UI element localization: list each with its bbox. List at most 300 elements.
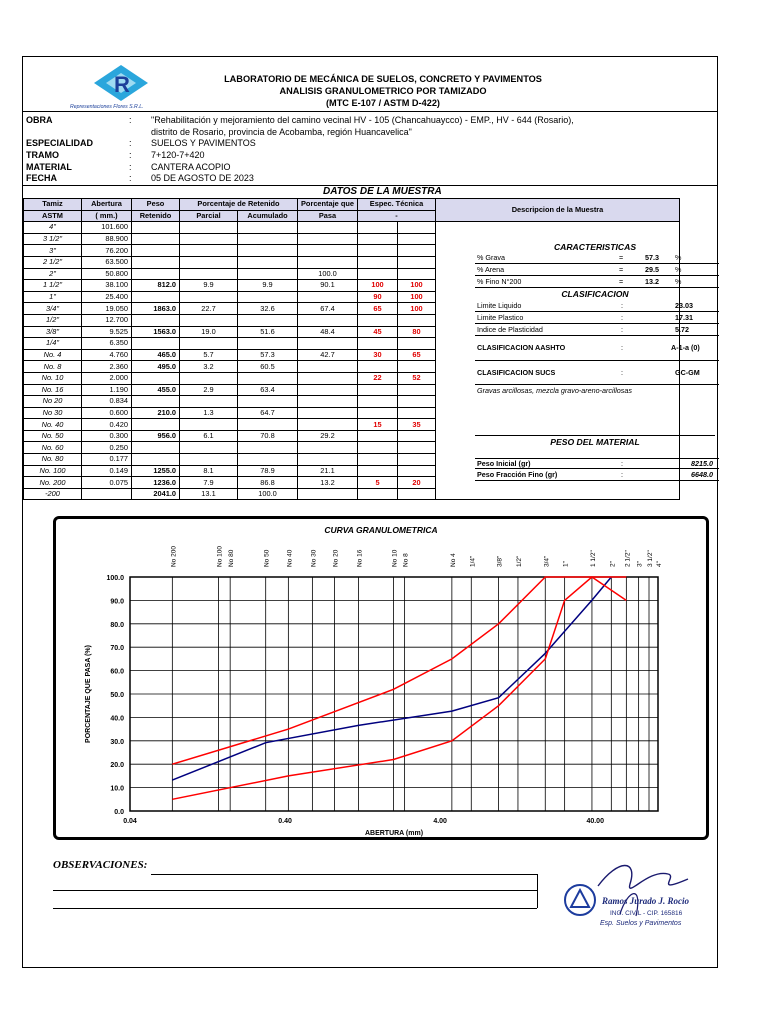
cell-emin: 45 <box>358 326 398 338</box>
cell-acumulado <box>238 256 298 268</box>
cell-pasa <box>298 338 358 350</box>
cell-abertura: 12.700 <box>82 314 132 326</box>
cell-peso <box>132 442 180 454</box>
cell-tamiz: 2 1/2" <box>24 256 82 268</box>
x-axis-label: ABERTURA (mm) <box>364 830 424 837</box>
cell-parcial: 8.1 <box>180 465 238 477</box>
engineer-signature-stamp <box>558 854 718 954</box>
cell-pasa <box>298 454 358 466</box>
cell-tamiz: No. 50 <box>24 430 82 442</box>
aashto-row <box>475 337 719 361</box>
colon: : <box>621 459 623 468</box>
cell-abertura: 25.400 <box>82 291 132 303</box>
cell-emax <box>398 407 436 419</box>
grading-curve-chart <box>56 519 706 837</box>
cell-abertura: 6.350 <box>82 338 132 350</box>
cell-emax: 65 <box>398 349 436 361</box>
col-tamiz: Tamiz <box>24 199 82 211</box>
col-espec: Espec. Técnica <box>358 199 436 211</box>
sieve-label: No 100 <box>216 546 224 567</box>
cell-peso: 210.0 <box>132 407 180 419</box>
cell-tamiz: No 30 <box>24 407 82 419</box>
cell-peso <box>132 233 180 245</box>
colon: : <box>129 150 132 160</box>
sieve-label: No 30 <box>310 549 318 567</box>
cell-pasa <box>298 233 358 245</box>
cell-emax <box>398 222 436 234</box>
obra-label: OBRA <box>26 115 53 125</box>
cell-parcial <box>180 291 238 303</box>
cell-tamiz: 3/4" <box>24 303 82 315</box>
cell-tamiz: 1/4" <box>24 338 82 350</box>
cell-abertura: 4.760 <box>82 349 132 361</box>
cell-tamiz: 1/2" <box>24 314 82 326</box>
cell-acumulado <box>238 442 298 454</box>
grava-label: % Grava <box>477 253 505 262</box>
cell-acumulado: 32.6 <box>238 303 298 315</box>
norm-title: (MTC E-107 / ASTM D-422) <box>325 98 440 108</box>
cell-acumulado: 86.8 <box>238 477 298 489</box>
cell-acumulado <box>238 245 298 257</box>
cell-pasa <box>298 245 358 257</box>
sieve-label: 1/4" <box>469 555 477 567</box>
cell-abertura: 2.360 <box>82 361 132 373</box>
cell-acumulado <box>238 314 298 326</box>
company-logo <box>66 61 206 113</box>
report-header <box>213 73 553 109</box>
arena-row <box>475 265 719 276</box>
cell-parcial <box>180 245 238 257</box>
cell-abertura: 38.100 <box>82 280 132 292</box>
cell-emin <box>358 245 398 257</box>
grava-value: 57.3 <box>645 253 659 262</box>
cell-tamiz: -200 <box>24 488 82 500</box>
aashto-label: CLASIFICACION AASHTO <box>477 343 566 352</box>
eq-sign: = <box>619 265 624 274</box>
y-tick-label: 30.0 <box>110 738 124 746</box>
y-tick-label: 50.0 <box>110 692 124 699</box>
cell-abertura: 0.834 <box>82 396 132 408</box>
cell-acumulado <box>238 396 298 408</box>
peso-material-title: PESO DEL MATERIAL <box>475 435 715 447</box>
x-tick-label: 0.40 <box>278 818 292 825</box>
cell-pasa: 67.4 <box>298 303 358 315</box>
cell-abertura: 2.000 <box>82 372 132 384</box>
cell-tamiz: No. 16 <box>24 384 82 396</box>
cell-pasa: 13.2 <box>298 477 358 489</box>
cell-emin <box>358 338 398 350</box>
cell-tamiz: No. 4 <box>24 349 82 361</box>
sieve-label: 1" <box>562 561 570 567</box>
cell-pasa <box>298 291 358 303</box>
arena-label: % Arena <box>477 265 505 274</box>
cell-emin <box>358 396 398 408</box>
cell-parcial <box>180 396 238 408</box>
x-tick-label: 40.00 <box>586 818 604 825</box>
cell-peso: 2041.0 <box>132 488 180 500</box>
cell-emin <box>358 314 398 326</box>
cell-emin <box>358 454 398 466</box>
cell-acumulado <box>238 222 298 234</box>
cell-parcial: 1.3 <box>180 407 238 419</box>
cell-tamiz: No. 40 <box>24 419 82 431</box>
cell-abertura: 0.600 <box>82 407 132 419</box>
cell-abertura: 101.600 <box>82 222 132 234</box>
cell-pasa: 100.0 <box>298 268 358 280</box>
seal-specialty: Esp. Suelos y Pavimentos <box>600 920 682 927</box>
colon: : <box>621 470 623 479</box>
cell-emin <box>358 430 398 442</box>
pct-sign: % <box>675 253 682 262</box>
cell-emax <box>398 233 436 245</box>
y-axis-label: PORCENTAJE QUE PASA (%) <box>85 645 92 743</box>
cell-acumulado <box>238 338 298 350</box>
sieve-label: 3 1/2" <box>647 550 655 567</box>
cell-peso <box>132 314 180 326</box>
sieve-label: 1/2" <box>515 555 523 567</box>
ip-value: 5.72 <box>675 325 689 334</box>
cell-abertura: 0.149 <box>82 465 132 477</box>
cell-acumulado: 60.5 <box>238 361 298 373</box>
cell-peso: 812.0 <box>132 280 180 292</box>
colon: : <box>621 343 623 352</box>
colon: : <box>621 301 623 310</box>
cell-emax <box>398 384 436 396</box>
cell-acumulado: 78.9 <box>238 465 298 477</box>
eq-sign: = <box>619 253 624 262</box>
col-mm: ( mm.) <box>82 210 132 222</box>
cell-tamiz: 3 1/2" <box>24 233 82 245</box>
y-tick-label: 90.0 <box>110 598 124 606</box>
especialidad-label: ESPECIALIDAD <box>26 138 94 148</box>
tramo-value: 7+120-7+420 <box>151 150 205 160</box>
colon: : <box>129 173 132 183</box>
fino-label: % Fino N°200 <box>477 277 522 286</box>
col-astm: ASTM <box>24 210 82 222</box>
cell-parcial <box>180 454 238 466</box>
cell-peso <box>132 338 180 350</box>
peso-fino-row <box>475 470 719 481</box>
soil-description-row <box>475 386 719 397</box>
sieve-label: No 20 <box>332 549 340 567</box>
caracteristicas-title: CARACTERISTICAS <box>553 242 637 252</box>
cell-emax <box>398 338 436 350</box>
cell-emax <box>398 488 436 500</box>
cell-peso <box>132 291 180 303</box>
cell-pasa <box>298 419 358 431</box>
colon: : <box>621 325 623 334</box>
sample-description-panel <box>475 222 719 516</box>
sieve-label: No 40 <box>286 549 294 567</box>
cell-parcial <box>180 372 238 384</box>
cell-emax: 100 <box>398 291 436 303</box>
col-pasa: Pasa <box>298 210 358 222</box>
cell-abertura: 0.420 <box>82 419 132 431</box>
cell-abertura: 50.800 <box>82 268 132 280</box>
colon: : <box>129 115 132 125</box>
cell-parcial <box>180 338 238 350</box>
cell-abertura: 0.075 <box>82 477 132 489</box>
lp-row <box>475 313 719 324</box>
logo-caption: Representaciones Flores S.R.L. <box>70 104 144 110</box>
cell-pasa: 29.2 <box>298 430 358 442</box>
cell-acumulado: 9.9 <box>238 280 298 292</box>
cell-emin: 15 <box>358 419 398 431</box>
cell-acumulado <box>238 233 298 245</box>
col-peso: Peso <box>132 199 180 211</box>
obs-line <box>53 890 537 891</box>
sieve-label: 4" <box>656 561 663 567</box>
colon: : <box>621 313 623 322</box>
cell-pasa <box>298 372 358 384</box>
y-tick-label: 0.0 <box>114 809 124 816</box>
cell-tamiz: 2" <box>24 268 82 280</box>
cell-tamiz: No. 80 <box>24 454 82 466</box>
cell-peso: 465.0 <box>132 349 180 361</box>
y-tick-label: 100.0 <box>106 575 124 582</box>
pct-sign: % <box>675 265 682 274</box>
cell-pasa: 48.4 <box>298 326 358 338</box>
cell-acumulado <box>238 454 298 466</box>
cell-emax <box>398 442 436 454</box>
cell-emax: 100 <box>398 303 436 315</box>
cell-emin <box>358 256 398 268</box>
cell-peso <box>132 222 180 234</box>
cell-abertura: 9.525 <box>82 326 132 338</box>
material-value: CANTERA ACOPIO <box>151 162 231 172</box>
cell-emin: 22 <box>358 372 398 384</box>
cell-abertura: 63.500 <box>82 256 132 268</box>
arena-value: 29.5 <box>645 265 659 274</box>
obs-line <box>53 908 537 909</box>
cell-acumulado: 63.4 <box>238 384 298 396</box>
cell-abertura <box>82 488 132 500</box>
cell-emax <box>398 256 436 268</box>
cell-parcial <box>180 256 238 268</box>
cell-pasa <box>298 314 358 326</box>
cell-abertura: 0.177 <box>82 454 132 466</box>
colon: : <box>129 138 132 148</box>
cell-pasa: 90.1 <box>298 280 358 292</box>
x-tick-label: 0.04 <box>123 818 137 825</box>
cell-pasa: 42.7 <box>298 349 358 361</box>
cell-abertura: 1.190 <box>82 384 132 396</box>
sucs-value: GC-GM <box>675 368 700 377</box>
fino-value: 13.2 <box>645 277 659 286</box>
cell-emin <box>358 384 398 396</box>
cell-acumulado: 64.7 <box>238 407 298 419</box>
cell-emin <box>358 407 398 419</box>
peso-fino-label: Peso Fracción Fino (gr) <box>477 470 558 479</box>
sieve-label: No 80 <box>228 549 236 567</box>
cell-acumulado <box>238 372 298 384</box>
cell-pasa <box>298 442 358 454</box>
x-tick-label: 4.00 <box>433 818 447 825</box>
y-tick-label: 70.0 <box>110 645 124 653</box>
cell-pasa <box>298 361 358 373</box>
obs-line <box>151 874 537 875</box>
cell-parcial <box>180 442 238 454</box>
y-tick-label: 20.0 <box>110 762 124 770</box>
sample-data-title: DATOS DE LA MUESTRA <box>323 186 442 197</box>
col-abertura: Abertura <box>82 199 132 211</box>
chart-title: CURVA GRANULOMETRICA <box>324 525 438 535</box>
y-tick-label: 40.0 <box>110 715 124 723</box>
cell-parcial: 5.7 <box>180 349 238 361</box>
cell-tamiz: 3" <box>24 245 82 257</box>
y-tick-label: 60.0 <box>110 668 124 676</box>
sucs-label: CLASIFICACION SUCS <box>477 368 556 377</box>
col-retenido: Retenido <box>132 210 180 222</box>
sieve-label: No 200 <box>170 546 178 567</box>
cell-tamiz: No. 60 <box>24 442 82 454</box>
cell-emin <box>358 361 398 373</box>
cell-parcial: 9.9 <box>180 280 238 292</box>
cell-peso: 1563.0 <box>132 326 180 338</box>
cell-abertura: 0.300 <box>82 430 132 442</box>
col-pct-retenido: Porcentaje de Retenido <box>180 199 298 211</box>
cell-emax <box>398 396 436 408</box>
cell-parcial <box>180 222 238 234</box>
cell-acumulado: 57.3 <box>238 349 298 361</box>
cell-parcial <box>180 314 238 326</box>
cell-emax: 35 <box>398 419 436 431</box>
cell-acumulado: 70.8 <box>238 430 298 442</box>
cell-pasa <box>298 396 358 408</box>
fecha-value: 05 DE AGOSTO DE 2023 <box>151 173 254 183</box>
cell-tamiz: 1 1/2" <box>24 280 82 292</box>
peso-inicial-row <box>475 458 719 469</box>
sieve-label: 2 1/2" <box>624 550 632 567</box>
cell-emax: 52 <box>398 372 436 384</box>
cell-pasa <box>298 222 358 234</box>
obra-line-1: "Rehabilitación y mejoramiento del camino vecinal HV - 105 (Chancahuaycco) - EMP., HV - 644 (Rosario), <box>151 115 574 125</box>
cell-tamiz: No. 100 <box>24 465 82 477</box>
cell-parcial: 2.9 <box>180 384 238 396</box>
peso-fino-value: 6648.0 <box>691 470 713 479</box>
cell-pasa <box>298 407 358 419</box>
seal-registration: ING. CIVIL - CIP. 165816 <box>610 910 683 917</box>
cell-peso <box>132 268 180 280</box>
cell-pasa <box>298 256 358 268</box>
sucs-row <box>475 362 719 385</box>
cell-emax <box>398 245 436 257</box>
cell-pasa: 21.1 <box>298 465 358 477</box>
sieve-label: No 10 <box>391 549 399 567</box>
aashto-value: A-1-a (0) <box>671 343 700 352</box>
cell-emax: 100 <box>398 280 436 292</box>
cell-emin <box>358 233 398 245</box>
cell-emin <box>358 465 398 477</box>
cell-emin: 90 <box>358 291 398 303</box>
fecha-label: FECHA <box>26 173 57 183</box>
material-label: MATERIAL <box>26 162 72 172</box>
cell-abertura: 19.050 <box>82 303 132 315</box>
cell-acumulado: 51.6 <box>238 326 298 338</box>
cell-emax: 80 <box>398 326 436 338</box>
cell-peso <box>132 454 180 466</box>
cell-parcial <box>180 419 238 431</box>
col-parcial: Parcial <box>180 210 238 222</box>
colon: : <box>621 368 623 377</box>
lab-title: LABORATORIO DE MECÁNICA DE SUELOS, CONCRETO Y PAVIMENTOS <box>224 74 542 84</box>
lp-value: 17.31 <box>675 313 693 322</box>
colon: : <box>129 162 132 172</box>
cell-peso: 1863.0 <box>132 303 180 315</box>
col-pct-que: Porcentaje que <box>298 199 358 211</box>
peso-inicial-label: Peso Inicial (gr) <box>477 459 531 468</box>
cell-emax <box>398 268 436 280</box>
ll-label: Limite Liquido <box>477 301 522 310</box>
lp-label: Limite Plastico <box>477 313 524 322</box>
sieve-label: No 50 <box>263 549 271 567</box>
col-espec-dash: - <box>358 210 436 222</box>
cell-peso: 495.0 <box>132 361 180 373</box>
cell-peso <box>132 396 180 408</box>
cell-tamiz: 3/8" <box>24 326 82 338</box>
cell-parcial <box>180 233 238 245</box>
cell-parcial: 22.7 <box>180 303 238 315</box>
cell-abertura: 88.900 <box>82 233 132 245</box>
cell-pasa <box>298 384 358 396</box>
cell-emin <box>358 442 398 454</box>
cell-peso: 1255.0 <box>132 465 180 477</box>
cell-emin: 30 <box>358 349 398 361</box>
col-acumulado: Acumulado <box>238 210 298 222</box>
cell-tamiz: 1" <box>24 291 82 303</box>
ip-label: Indice de Plasticidad <box>477 325 543 334</box>
obs-line <box>537 874 538 908</box>
ll-value: 23.03 <box>675 301 693 310</box>
eq-sign: = <box>619 277 624 286</box>
sample-data-title-bar <box>23 185 719 198</box>
sieve-label: No 4 <box>449 553 457 567</box>
ll-row <box>475 301 719 312</box>
grading-curve-panel <box>53 516 709 840</box>
cell-emax: 20 <box>398 477 436 489</box>
test-title: ANALISIS GRANULOMETRICO POR TAMIZADO <box>279 86 487 96</box>
cell-emax <box>398 314 436 326</box>
peso-inicial-value: 8215.0 <box>691 459 713 468</box>
seal-name: Ramos Jurado J. Rocio <box>602 896 690 906</box>
cell-peso: 455.0 <box>132 384 180 396</box>
sieve-label: 3/8" <box>496 555 504 567</box>
cell-emin <box>358 268 398 280</box>
observaciones-label: OBSERVACIONES: <box>53 859 148 871</box>
pct-sign: % <box>675 277 682 286</box>
cell-tamiz: 4" <box>24 222 82 234</box>
cell-tamiz: No. 200 <box>24 477 82 489</box>
cell-peso: 956.0 <box>132 430 180 442</box>
cell-abertura: 0.250 <box>82 442 132 454</box>
lab-report-sheet <box>22 56 718 968</box>
cell-emin: 5 <box>358 477 398 489</box>
sieve-label: No 8 <box>402 553 410 567</box>
sieve-label: No 16 <box>356 549 364 567</box>
cell-emax <box>398 361 436 373</box>
cell-tamiz: No 20 <box>24 396 82 408</box>
clasificacion-title: CLASIFICACION <box>561 289 629 299</box>
tramo-label: TRAMO <box>26 150 59 160</box>
cell-peso: 1236.0 <box>132 477 180 489</box>
cell-tamiz: No. 10 <box>24 372 82 384</box>
sieve-label: 2" <box>609 561 617 567</box>
sieve-label: 3/4" <box>543 555 551 567</box>
y-tick-label: 10.0 <box>110 785 124 793</box>
cell-abertura: 76.200 <box>82 245 132 257</box>
sieve-label: 3" <box>636 561 644 567</box>
svg-text:R: R <box>114 72 130 97</box>
